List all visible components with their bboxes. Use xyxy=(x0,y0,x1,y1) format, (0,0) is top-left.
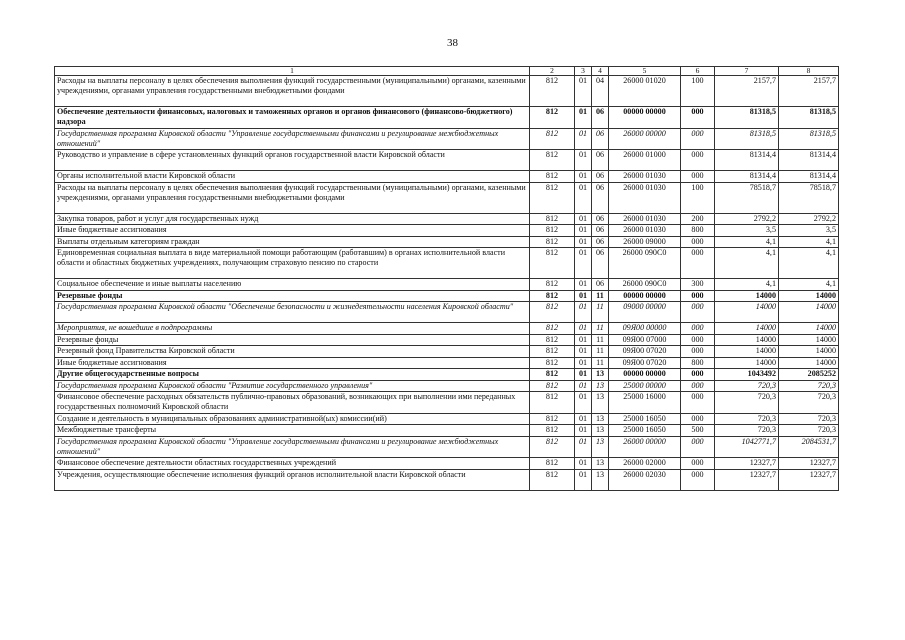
ministry-code-cell: 812 xyxy=(530,236,575,248)
subsection-code-cell: 13 xyxy=(592,413,609,425)
table-row xyxy=(55,171,839,183)
subsection-code-cell: 13 xyxy=(592,425,609,437)
ministry-code-cell: 812 xyxy=(530,150,575,171)
amount-year-2-cell: 720,3 xyxy=(779,392,839,414)
section-code-cell: 01 xyxy=(575,436,592,458)
amount-year-2-cell: 78518,7 xyxy=(779,182,839,213)
section-code-cell: 01 xyxy=(575,369,592,381)
expense-type-cell: 000 xyxy=(681,290,715,302)
section-code-cell: 01 xyxy=(575,323,592,335)
expense-type-cell: 000 xyxy=(681,369,715,381)
item-name-cell: Финансовое обеспечение расходных обязательств публично-правовых образований, возникающих при выполнении ими переданных государственных полномочий Кировской области xyxy=(55,392,530,414)
amount-year-1-cell: 1042771,7 xyxy=(715,436,779,458)
amount-year-1-cell: 3,5 xyxy=(715,225,779,237)
item-name-cell: Другие общегосударственные вопросы xyxy=(55,369,530,381)
target-article-cell: 26000 01030 xyxy=(609,182,681,213)
amount-year-2-cell: 14000 xyxy=(779,357,839,369)
header-cell: 3 xyxy=(575,67,592,76)
subsection-code-cell: 06 xyxy=(592,279,609,291)
amount-year-2-cell: 14000 xyxy=(779,290,839,302)
item-name-cell: Мероприятия, не вошедшие в подпрограммы xyxy=(55,323,530,335)
expense-type-cell: 000 xyxy=(681,469,715,490)
amount-year-1-cell: 14000 xyxy=(715,346,779,358)
target-article-cell: 09Я00 07000 xyxy=(609,334,681,346)
item-name-cell: Обеспечение деятельности финансовых, налоговых и таможенных органов и органов финансового (финансово-бюджетного) надзора xyxy=(55,107,530,129)
header-cell: 7 xyxy=(715,67,779,76)
ministry-code-cell: 812 xyxy=(530,128,575,150)
target-article-cell: 09000 00000 xyxy=(609,302,681,323)
expense-type-cell: 000 xyxy=(681,458,715,470)
amount-year-1-cell: 12327,7 xyxy=(715,458,779,470)
item-name-cell: Государственная программа Кировской области "Развитие государственного управления" xyxy=(55,380,530,392)
item-name-cell: Закупка товаров, работ и услуг для государственных нужд xyxy=(55,213,530,225)
amount-year-1-cell: 14000 xyxy=(715,290,779,302)
section-code-cell: 01 xyxy=(575,357,592,369)
table-row xyxy=(55,290,839,302)
section-code-cell: 01 xyxy=(575,290,592,302)
subsection-code-cell: 11 xyxy=(592,323,609,335)
amount-year-1-cell: 81314,4 xyxy=(715,150,779,171)
table-row xyxy=(55,346,839,358)
table-row xyxy=(55,107,839,129)
subsection-code-cell: 06 xyxy=(592,213,609,225)
expense-type-cell: 000 xyxy=(681,150,715,171)
item-name-cell: Единовременная социальная выплата в виде материальной помощи работающим (работавшим) в органах исполнительной власти области и областных бюджетных учреждениях, получающим страховую пенсию по старости xyxy=(55,248,530,279)
subsection-code-cell: 06 xyxy=(592,128,609,150)
section-code-cell: 01 xyxy=(575,248,592,279)
ministry-code-cell: 812 xyxy=(530,182,575,213)
table-row xyxy=(55,469,839,490)
ministry-code-cell: 812 xyxy=(530,458,575,470)
ministry-code-cell: 812 xyxy=(530,213,575,225)
amount-year-1-cell: 81314,4 xyxy=(715,171,779,183)
amount-year-1-cell: 720,3 xyxy=(715,413,779,425)
amount-year-1-cell: 81318,5 xyxy=(715,107,779,129)
table-row xyxy=(55,380,839,392)
header-cell: 5 xyxy=(609,67,681,76)
target-article-cell: 26000 09000 xyxy=(609,236,681,248)
table-row xyxy=(55,302,839,323)
section-code-cell: 01 xyxy=(575,469,592,490)
expense-type-cell: 000 xyxy=(681,236,715,248)
section-code-cell: 01 xyxy=(575,171,592,183)
table-row xyxy=(55,76,839,107)
table-row xyxy=(55,369,839,381)
amount-year-2-cell: 14000 xyxy=(779,302,839,323)
amount-year-1-cell: 14000 xyxy=(715,334,779,346)
amount-year-1-cell: 720,3 xyxy=(715,380,779,392)
expense-type-cell: 000 xyxy=(681,346,715,358)
ministry-code-cell: 812 xyxy=(530,248,575,279)
expense-type-cell: 200 xyxy=(681,213,715,225)
amount-year-2-cell: 720,3 xyxy=(779,413,839,425)
amount-year-2-cell: 720,3 xyxy=(779,380,839,392)
amount-year-1-cell: 14000 xyxy=(715,357,779,369)
header-cell: 8 xyxy=(779,67,839,76)
amount-year-2-cell: 4,1 xyxy=(779,279,839,291)
expense-type-cell: 000 xyxy=(681,334,715,346)
table-row xyxy=(55,392,839,414)
ministry-code-cell: 812 xyxy=(530,357,575,369)
table-row xyxy=(55,436,839,458)
target-article-cell: 26000 01020 xyxy=(609,76,681,107)
subsection-code-cell: 11 xyxy=(592,346,609,358)
table-row xyxy=(55,413,839,425)
subsection-code-cell: 13 xyxy=(592,369,609,381)
table-row xyxy=(55,248,839,279)
item-name-cell: Расходы на выплаты персоналу в целях обеспечения выполнения функций государственными (муниципальными) органами, казенными учреждениями, органами управления государственными внебюджетными фондами xyxy=(55,76,530,107)
ministry-code-cell: 812 xyxy=(530,225,575,237)
target-article-cell: 00000 00000 xyxy=(609,107,681,129)
table-row xyxy=(55,425,839,437)
expense-type-cell: 000 xyxy=(681,392,715,414)
table-row xyxy=(55,357,839,369)
table-row xyxy=(55,236,839,248)
target-article-cell: 25000 16050 xyxy=(609,413,681,425)
section-code-cell: 01 xyxy=(575,458,592,470)
ministry-code-cell: 812 xyxy=(530,302,575,323)
ministry-code-cell: 812 xyxy=(530,436,575,458)
subsection-code-cell: 13 xyxy=(592,469,609,490)
target-article-cell: 25000 16050 xyxy=(609,425,681,437)
item-name-cell: Иные бюджетные ассигнования xyxy=(55,225,530,237)
amount-year-2-cell: 2084531,7 xyxy=(779,436,839,458)
section-code-cell: 01 xyxy=(575,302,592,323)
expense-type-cell: 000 xyxy=(681,107,715,129)
subsection-code-cell: 06 xyxy=(592,225,609,237)
ministry-code-cell: 812 xyxy=(530,469,575,490)
item-name-cell: Социальное обеспечение и иные выплаты населению xyxy=(55,279,530,291)
subsection-code-cell: 13 xyxy=(592,392,609,414)
amount-year-1-cell: 14000 xyxy=(715,302,779,323)
amount-year-2-cell: 81318,5 xyxy=(779,107,839,129)
subsection-code-cell: 06 xyxy=(592,150,609,171)
item-name-cell: Государственная программа Кировской области "Обеспечение безопасности и жизнедеятельности населения Кировской области" xyxy=(55,302,530,323)
expense-type-cell: 500 xyxy=(681,425,715,437)
table-row xyxy=(55,279,839,291)
subsection-code-cell: 11 xyxy=(592,302,609,323)
ministry-code-cell: 812 xyxy=(530,323,575,335)
ministry-code-cell: 812 xyxy=(530,392,575,414)
section-code-cell: 01 xyxy=(575,392,592,414)
ministry-code-cell: 812 xyxy=(530,107,575,129)
page-number: 38 xyxy=(447,37,458,49)
item-name-cell: Органы исполнительной власти Кировской области xyxy=(55,171,530,183)
expense-type-cell: 000 xyxy=(681,436,715,458)
budget-table xyxy=(54,66,839,491)
table-row xyxy=(55,323,839,335)
section-code-cell: 01 xyxy=(575,380,592,392)
section-code-cell: 01 xyxy=(575,128,592,150)
amount-year-1-cell: 720,3 xyxy=(715,425,779,437)
ministry-code-cell: 812 xyxy=(530,369,575,381)
target-article-cell: 26000 090С0 xyxy=(609,248,681,279)
subsection-code-cell: 11 xyxy=(592,334,609,346)
section-code-cell: 01 xyxy=(575,76,592,107)
table-row xyxy=(55,128,839,150)
target-article-cell: 26000 00000 xyxy=(609,436,681,458)
expense-type-cell: 800 xyxy=(681,225,715,237)
target-article-cell: 25000 00000 xyxy=(609,380,681,392)
ministry-code-cell: 812 xyxy=(530,425,575,437)
header-cell: 4 xyxy=(592,67,609,76)
table-row xyxy=(55,334,839,346)
section-code-cell: 01 xyxy=(575,279,592,291)
item-name-cell: Государственная программа Кировской области "Управление государственными финансами и регулирование межбюджетных отношений" xyxy=(55,128,530,150)
expense-type-cell: 000 xyxy=(681,413,715,425)
amount-year-2-cell: 12327,7 xyxy=(779,469,839,490)
amount-year-1-cell: 4,1 xyxy=(715,279,779,291)
amount-year-1-cell: 1043492 xyxy=(715,369,779,381)
amount-year-2-cell: 2085252 xyxy=(779,369,839,381)
item-name-cell: Межбюджетные трансферты xyxy=(55,425,530,437)
item-name-cell: Учреждения, осуществляющие обеспечение исполнения функций органов исполнительной власти Кировской области xyxy=(55,469,530,490)
expense-type-cell: 000 xyxy=(681,323,715,335)
amount-year-2-cell: 14000 xyxy=(779,334,839,346)
item-name-cell: Выплаты отдельным категориям граждан xyxy=(55,236,530,248)
target-article-cell: 26000 01000 xyxy=(609,150,681,171)
amount-year-1-cell: 720,3 xyxy=(715,392,779,414)
ministry-code-cell: 812 xyxy=(530,279,575,291)
amount-year-2-cell: 81314,4 xyxy=(779,171,839,183)
amount-year-2-cell: 720,3 xyxy=(779,425,839,437)
amount-year-1-cell: 78518,7 xyxy=(715,182,779,213)
amount-year-2-cell: 2157,7 xyxy=(779,76,839,107)
target-article-cell: 26000 02030 xyxy=(609,469,681,490)
ministry-code-cell: 812 xyxy=(530,334,575,346)
section-code-cell: 01 xyxy=(575,107,592,129)
table-row xyxy=(55,458,839,470)
subsection-code-cell: 11 xyxy=(592,357,609,369)
amount-year-1-cell: 12327,7 xyxy=(715,469,779,490)
ministry-code-cell: 812 xyxy=(530,171,575,183)
section-code-cell: 01 xyxy=(575,334,592,346)
target-article-cell: 09Я00 00000 xyxy=(609,323,681,335)
target-article-cell: 26000 01030 xyxy=(609,225,681,237)
target-article-cell: 09Я00 07020 xyxy=(609,357,681,369)
amount-year-2-cell: 81314,4 xyxy=(779,150,839,171)
subsection-code-cell: 06 xyxy=(592,182,609,213)
amount-year-1-cell: 2157,7 xyxy=(715,76,779,107)
item-name-cell: Расходы на выплаты персоналу в целях обеспечения выполнения функций государственными (муниципальными) органами, казенными учреждениями, органами управления государственными внебюджетными фондами xyxy=(55,182,530,213)
subsection-code-cell: 13 xyxy=(592,436,609,458)
section-code-cell: 01 xyxy=(575,213,592,225)
amount-year-2-cell: 12327,7 xyxy=(779,458,839,470)
target-article-cell: 25000 16000 xyxy=(609,392,681,414)
expense-type-cell: 000 xyxy=(681,171,715,183)
expense-type-cell: 000 xyxy=(681,248,715,279)
subsection-code-cell: 13 xyxy=(592,380,609,392)
amount-year-2-cell: 14000 xyxy=(779,323,839,335)
subsection-code-cell: 04 xyxy=(592,76,609,107)
header-row xyxy=(55,67,839,76)
subsection-code-cell: 06 xyxy=(592,248,609,279)
item-name-cell: Иные бюджетные ассигнования xyxy=(55,357,530,369)
item-name-cell: Резервный фонд Правительства Кировской области xyxy=(55,346,530,358)
header-cell: 6 xyxy=(681,67,715,76)
table-row xyxy=(55,182,839,213)
expense-type-cell: 300 xyxy=(681,279,715,291)
amount-year-1-cell: 81318,5 xyxy=(715,128,779,150)
expense-type-cell: 000 xyxy=(681,128,715,150)
section-code-cell: 01 xyxy=(575,225,592,237)
subsection-code-cell: 06 xyxy=(592,236,609,248)
ministry-code-cell: 812 xyxy=(530,290,575,302)
amount-year-2-cell: 3,5 xyxy=(779,225,839,237)
header-cell: 1 xyxy=(55,67,530,76)
table-row xyxy=(55,225,839,237)
amount-year-2-cell: 81318,5 xyxy=(779,128,839,150)
target-article-cell: 26000 090С0 xyxy=(609,279,681,291)
item-name-cell: Создание и деятельность в муниципальных образованиях административной(ых) комиссии(ий) xyxy=(55,413,530,425)
amount-year-2-cell: 14000 xyxy=(779,346,839,358)
item-name-cell: Финансовое обеспечение деятельности областных государственных учреждений xyxy=(55,458,530,470)
expense-type-cell: 000 xyxy=(681,380,715,392)
expense-type-cell: 100 xyxy=(681,182,715,213)
target-article-cell: 09Я00 07020 xyxy=(609,346,681,358)
target-article-cell: 00000 00000 xyxy=(609,369,681,381)
ministry-code-cell: 812 xyxy=(530,76,575,107)
target-article-cell: 26000 01030 xyxy=(609,213,681,225)
expense-type-cell: 100 xyxy=(681,76,715,107)
target-article-cell: 26000 00000 xyxy=(609,128,681,150)
amount-year-2-cell: 4,1 xyxy=(779,248,839,279)
section-code-cell: 01 xyxy=(575,150,592,171)
subsection-code-cell: 13 xyxy=(592,458,609,470)
amount-year-1-cell: 14000 xyxy=(715,323,779,335)
target-article-cell: 26000 02000 xyxy=(609,458,681,470)
expense-type-cell: 800 xyxy=(681,357,715,369)
item-name-cell: Резервные фонды xyxy=(55,290,530,302)
amount-year-2-cell: 4,1 xyxy=(779,236,839,248)
target-article-cell: 00000 00000 xyxy=(609,290,681,302)
ministry-code-cell: 812 xyxy=(530,346,575,358)
ministry-code-cell: 812 xyxy=(530,413,575,425)
subsection-code-cell: 11 xyxy=(592,290,609,302)
ministry-code-cell: 812 xyxy=(530,380,575,392)
amount-year-1-cell: 2792,2 xyxy=(715,213,779,225)
header-cell: 2 xyxy=(530,67,575,76)
target-article-cell: 26000 01030 xyxy=(609,171,681,183)
expense-type-cell: 000 xyxy=(681,302,715,323)
amount-year-1-cell: 4,1 xyxy=(715,236,779,248)
table-row xyxy=(55,150,839,171)
section-code-cell: 01 xyxy=(575,425,592,437)
section-code-cell: 01 xyxy=(575,182,592,213)
subsection-code-cell: 06 xyxy=(592,107,609,129)
section-code-cell: 01 xyxy=(575,346,592,358)
item-name-cell: Руководство и управление в сфере установленных функций органов государственной власти Кировской области xyxy=(55,150,530,171)
item-name-cell: Государственная программа Кировской области "Управление государственными финансами и регулирование межбюджетных отношений" xyxy=(55,436,530,458)
table-row xyxy=(55,213,839,225)
subsection-code-cell: 06 xyxy=(592,171,609,183)
item-name-cell: Резервные фонды xyxy=(55,334,530,346)
section-code-cell: 01 xyxy=(575,236,592,248)
amount-year-1-cell: 4,1 xyxy=(715,248,779,279)
amount-year-2-cell: 2792,2 xyxy=(779,213,839,225)
section-code-cell: 01 xyxy=(575,413,592,425)
